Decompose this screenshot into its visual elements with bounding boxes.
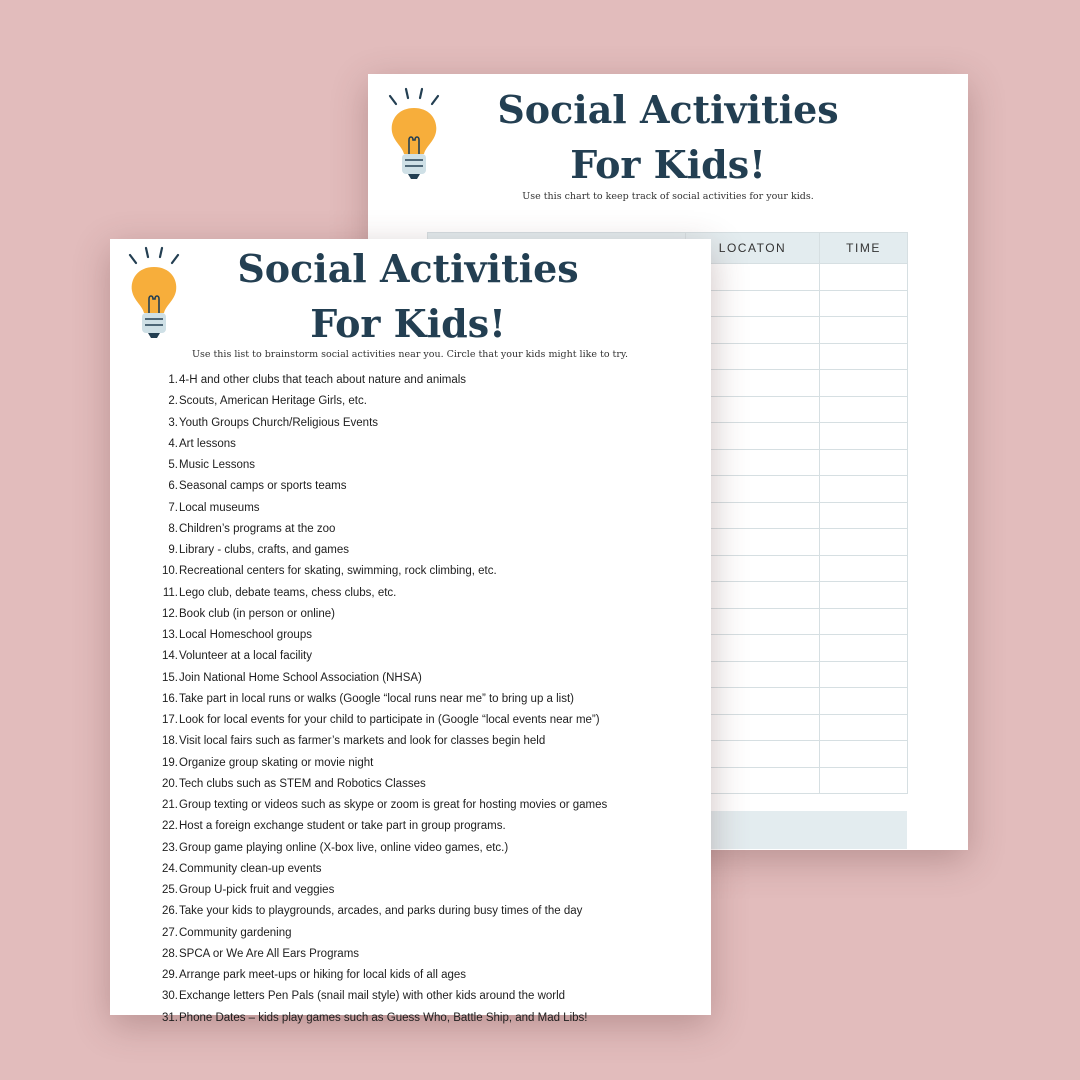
list-item-text: Book club (in person or online) bbox=[179, 607, 335, 620]
list-item bbox=[110, 944, 710, 965]
list-item-text: Group texting or videos such as skype or zoom is great for hosting movies or games bbox=[179, 799, 608, 811]
list-item-number: 10. bbox=[162, 565, 178, 578]
list-item-number: 7. bbox=[168, 501, 178, 514]
list-item bbox=[110, 498, 710, 519]
list-item bbox=[110, 838, 710, 859]
list-item-text: Take part in local runs or walks (Google “local runs near me” to bring up a list) bbox=[179, 692, 575, 705]
list-item-text: Organize group skating or movie night bbox=[179, 756, 374, 769]
list-item-text: Lego club, debate teams, chess clubs, etc. bbox=[179, 586, 397, 599]
title-line-2: For Kids! bbox=[570, 142, 766, 187]
list-item-text: Take your kids to playgrounds, arcades, and parks during busy times of the day bbox=[179, 905, 583, 918]
table-cell bbox=[820, 264, 908, 291]
list-item-number: 20. bbox=[162, 777, 178, 790]
table-cell bbox=[820, 608, 908, 635]
list-item bbox=[110, 434, 710, 455]
list-item-number: 27. bbox=[162, 926, 178, 939]
list-item-text: Children’s programs at the zoo bbox=[179, 522, 336, 535]
table-cell bbox=[820, 290, 908, 317]
list-item-number: 2. bbox=[168, 395, 178, 408]
list-item-text: Exchange letters Pen Pals (snail mail style) with other kids around the world bbox=[179, 990, 566, 1003]
list-item-number: 5. bbox=[168, 459, 178, 471]
table-cell bbox=[820, 635, 908, 662]
list-item-number: 8. bbox=[168, 522, 178, 535]
table-cell bbox=[820, 767, 908, 794]
list-item-text: Join National Home School Association (NHSA) bbox=[179, 671, 422, 684]
table-cell bbox=[820, 502, 908, 529]
list-item-number: 4. bbox=[168, 437, 178, 450]
page-title bbox=[478, 86, 858, 196]
list-item-text: 4-H and other clubs that teach about nature and animals bbox=[179, 374, 467, 386]
list-item-number: 19. bbox=[162, 756, 178, 769]
table-cell bbox=[820, 476, 908, 503]
list-item-number: 24. bbox=[162, 862, 178, 875]
title-line-1: Social Activities bbox=[497, 87, 839, 132]
list-item bbox=[110, 795, 710, 816]
table-cell bbox=[820, 423, 908, 450]
lightbulb-icon bbox=[124, 245, 202, 345]
list-item bbox=[110, 625, 710, 646]
instructions-text: Use this chart to keep track of social activities for your kids. bbox=[522, 191, 814, 202]
list-item bbox=[110, 370, 710, 391]
list-item bbox=[110, 561, 710, 582]
list-item-number: 31. bbox=[162, 1011, 178, 1024]
list-item bbox=[110, 519, 710, 540]
list-item-text: Local museums bbox=[179, 501, 260, 514]
list-item-text: Arrange park meet-ups or hiking for local kids of all ages bbox=[179, 969, 467, 981]
list-item-text: Scouts, American Heritage Girls, etc. bbox=[179, 395, 367, 408]
list-item bbox=[110, 731, 710, 752]
list-item-text: Art lessons bbox=[179, 437, 236, 450]
table-cell bbox=[820, 529, 908, 556]
list-item bbox=[110, 753, 710, 774]
list-item-text: Seasonal camps or sports teams bbox=[179, 480, 347, 493]
column-header-location: LOCATON bbox=[686, 233, 820, 264]
list-item-number: 14. bbox=[162, 650, 178, 663]
list-item-number: 17. bbox=[162, 714, 178, 726]
list-item-number: 1. bbox=[168, 374, 178, 386]
list-item bbox=[110, 986, 710, 1007]
table-cell bbox=[820, 582, 908, 609]
table-cell bbox=[820, 555, 908, 582]
title-line-2: For Kids! bbox=[310, 301, 506, 346]
list-item bbox=[110, 455, 710, 476]
activity-list-sheet bbox=[110, 239, 711, 1024]
table-cell bbox=[820, 688, 908, 715]
list-item-number: 22. bbox=[162, 820, 178, 833]
list-item bbox=[110, 1008, 710, 1029]
list-item bbox=[110, 646, 710, 667]
list-item-text: Community gardening bbox=[179, 926, 292, 939]
list-item bbox=[110, 604, 710, 625]
list-item-text: SPCA or We Are All Ears Programs bbox=[179, 947, 360, 960]
list-item bbox=[110, 774, 710, 795]
table-cell bbox=[820, 714, 908, 741]
list-item bbox=[110, 583, 710, 604]
list-item-text: Look for local events for your child to participate in (Google “local events near me”) bbox=[179, 714, 600, 726]
list-item-number: 18. bbox=[162, 735, 178, 748]
list-item-number: 9. bbox=[168, 544, 178, 556]
list-item-text: Community clean-up events bbox=[179, 862, 322, 875]
list-item-number: 12. bbox=[162, 607, 178, 620]
list-item-number: 15. bbox=[162, 671, 178, 684]
list-item-text: Library - clubs, crafts, and games bbox=[179, 544, 350, 556]
table-cell bbox=[820, 343, 908, 370]
table-cell bbox=[820, 449, 908, 476]
list-item-number: 28. bbox=[162, 947, 178, 960]
list-item-text: Tech clubs such as STEM and Robotics Classes bbox=[179, 777, 426, 790]
activity-list bbox=[110, 370, 710, 1029]
list-item bbox=[110, 923, 710, 944]
list-item bbox=[110, 391, 710, 412]
list-item bbox=[110, 668, 710, 689]
list-item-number: 23. bbox=[162, 841, 178, 854]
instructions-text: Use this list to brainstorm social activities near you. Circle that your kids might like to try. bbox=[191, 349, 629, 360]
list-item bbox=[110, 859, 710, 880]
table-cell bbox=[820, 741, 908, 768]
lightbulb-icon bbox=[384, 86, 462, 186]
table-cell bbox=[820, 370, 908, 397]
table-cell bbox=[820, 661, 908, 688]
list-item bbox=[110, 816, 710, 837]
list-item-text: Visit local fairs such as farmer’s markets and look for classes begin held bbox=[179, 735, 546, 748]
list-item bbox=[110, 880, 710, 901]
list-item-number: 16. bbox=[162, 692, 178, 705]
list-item-number: 25. bbox=[162, 884, 178, 896]
list-item-text: Phone Dates – kids play games such as Guess Who, Battle Ship, and Mad Libs! bbox=[179, 1011, 588, 1024]
list-item-number: 26. bbox=[162, 905, 178, 918]
list-item-text: Local Homeschool groups bbox=[179, 629, 312, 641]
list-item-text: Group game playing online (X-box live, online video games, etc.) bbox=[179, 841, 509, 854]
table-cell bbox=[820, 396, 908, 423]
title-line-1: Social Activities bbox=[237, 246, 579, 291]
list-item-text: Recreational centers for skating, swimming, rock climbing, etc. bbox=[179, 565, 497, 578]
list-item bbox=[110, 540, 710, 561]
table-cell bbox=[820, 317, 908, 344]
list-item-number: 21. bbox=[162, 799, 178, 811]
list-item bbox=[110, 710, 710, 731]
list-item-number: 3. bbox=[168, 416, 178, 429]
list-item bbox=[110, 689, 710, 710]
list-item bbox=[110, 476, 710, 497]
list-item-number: 6. bbox=[168, 480, 178, 493]
list-item bbox=[110, 965, 710, 986]
list-item-text: Youth Groups Church/Religious Events bbox=[179, 416, 379, 429]
list-item-text: Group U-pick fruit and veggies bbox=[179, 884, 335, 896]
list-item-text: Volunteer at a local facility bbox=[179, 650, 312, 663]
list-item-text: Host a foreign exchange student or take part in group programs. bbox=[179, 820, 506, 833]
page-title bbox=[218, 245, 598, 355]
list-item-number: 11. bbox=[162, 586, 178, 599]
list-item bbox=[110, 413, 710, 434]
list-item bbox=[110, 901, 710, 922]
list-item-number: 29. bbox=[162, 969, 178, 981]
list-item-number: 30. bbox=[162, 990, 178, 1003]
column-header-time: TIME bbox=[820, 233, 908, 264]
list-item-text: Music Lessons bbox=[179, 459, 256, 471]
list-item-number: 13. bbox=[162, 629, 178, 641]
